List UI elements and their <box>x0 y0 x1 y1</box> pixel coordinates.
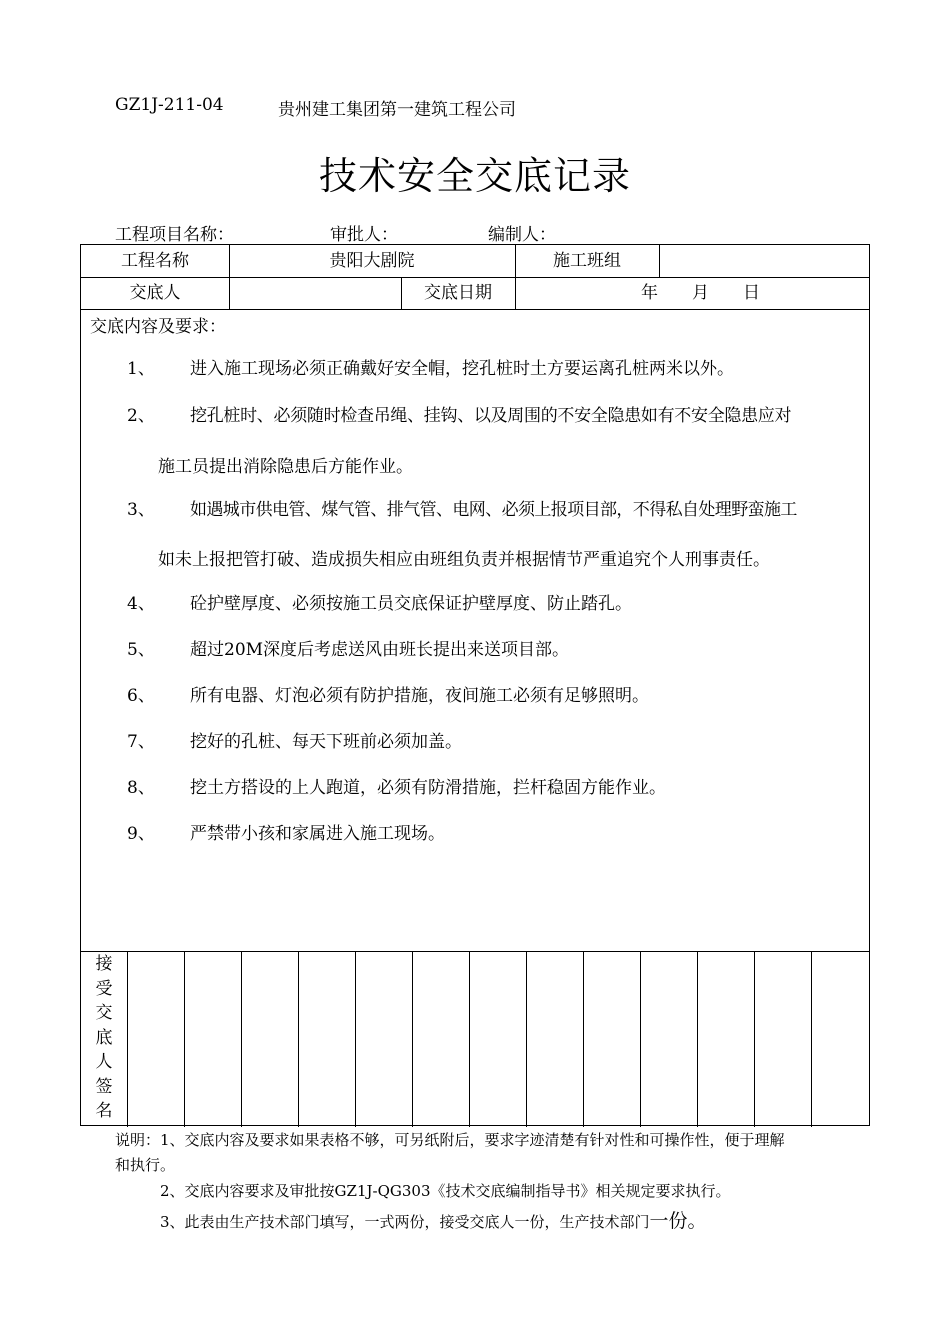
project-name-value: 贵阳大剧院 <box>329 251 415 271</box>
project-name-label: 工程名称 <box>121 251 189 271</box>
signature-label-char: 名 <box>95 1101 113 1121</box>
item-number: 6、 <box>127 686 155 706</box>
item-number: 1、 <box>127 359 155 379</box>
sig-divider <box>811 951 812 1127</box>
row-divider <box>81 951 869 952</box>
team-label: 施工班组 <box>553 251 621 271</box>
note-1-continued: 和执行。 <box>115 1156 176 1174</box>
date-value[interactable]: 年 月 日 <box>641 283 760 303</box>
item-text: 挖土方搭设的上人跑道，必须有防滑措施，拦杆稳固方能作业。 <box>190 778 666 798</box>
form-code: GZ1J-211-04 <box>115 95 224 115</box>
presenter-label: 交底人 <box>129 283 181 303</box>
row-divider <box>81 309 869 310</box>
item-number: 8、 <box>127 778 155 798</box>
signature-label-char: 交 <box>95 1003 113 1023</box>
item-text: 所有电器、灯泡必须有防护措施，夜间施工必须有足够照明。 <box>190 686 649 706</box>
sig-divider <box>640 951 641 1127</box>
sig-divider <box>184 951 185 1127</box>
item-number: 3、 <box>127 500 155 520</box>
team-value[interactable] <box>659 245 869 277</box>
note-3 <box>160 1206 707 1233</box>
item-number: 2、 <box>127 406 155 426</box>
signature-label-char: 受 <box>95 978 113 999</box>
signature-label-char: 人 <box>95 1052 113 1072</box>
item-text: 砼护壁厚度、必须按施工员交底保证护壁厚度、防止踏孔。 <box>190 594 632 614</box>
approver-label: 审批人： <box>330 225 398 245</box>
item-number: 7、 <box>127 732 155 752</box>
item-text: 如遇城市供电管、煤气管、排气管、电网、必须上报项目部，不得私自处理野蛮施工 <box>190 500 797 520</box>
sig-divider <box>469 951 470 1127</box>
note-3-end: 一份。 <box>649 1210 707 1232</box>
sig-divider <box>526 951 527 1127</box>
item-number: 9、 <box>127 824 155 844</box>
item-text: 进入施工现场必须正确戴好安全帽，挖孔桩时土方要运离孔桩两米以外。 <box>190 359 734 379</box>
signature-label-char: 签 <box>95 1076 113 1097</box>
signature-label-char: 底 <box>95 1027 113 1048</box>
sig-divider <box>298 951 299 1127</box>
signature-label <box>82 952 126 1124</box>
sig-divider <box>355 951 356 1127</box>
editor-label: 编制人： <box>488 225 556 245</box>
item-number: 4、 <box>127 594 155 614</box>
sig-divider <box>127 951 128 1127</box>
project-label: 工程项目名称： <box>115 225 234 245</box>
item-text: 挖好的孔桩、每天下班前必须加盖。 <box>190 732 462 752</box>
item-text-continued: 如未上报把管打破、造成损失相应由班组负责并根据情节严重追究个人刑事责任。 <box>158 550 770 570</box>
page-title: 技术安全交底记录 <box>318 154 631 198</box>
content-title: 交底内容及要求： <box>90 317 226 337</box>
item-text: 严禁带小孩和家属进入施工现场。 <box>190 824 445 844</box>
item-text: 挖孔桩时、必须随时检查吊绳、挂钩、以及周围的不安全隐患如有不安全隐患应对 <box>190 406 792 426</box>
sig-divider <box>412 951 413 1127</box>
sig-divider <box>583 951 584 1127</box>
sig-divider <box>241 951 242 1127</box>
date-label: 交底日期 <box>424 283 492 303</box>
note-2: 2、交底内容要求及审批按GZ1J-QG303《技术交底编制指导书》相关规定要求执行。 <box>160 1182 731 1200</box>
signature-label-char: 接 <box>95 954 113 974</box>
item-text: 超过20M深度后考虑送风由班长提出来送项目部。 <box>190 640 570 660</box>
company-name: 贵州建工集团第一建筑工程公司 <box>278 100 516 120</box>
item-text-continued: 施工员提出消除隐患后方能作业。 <box>158 457 413 477</box>
item-number: 5、 <box>127 640 155 660</box>
presenter-value[interactable] <box>229 277 401 309</box>
sig-divider <box>697 951 698 1127</box>
note-3-text: 3、此表由生产技术部门填写，一式两份，接受交底人一份，生产技术部门 <box>160 1213 650 1231</box>
note-1: 说明：1、交底内容及要求如果表格不够，可另纸附后，要求字迹清楚有针对性和可操作性，便于理解 <box>115 1131 785 1149</box>
sig-divider <box>754 951 755 1127</box>
